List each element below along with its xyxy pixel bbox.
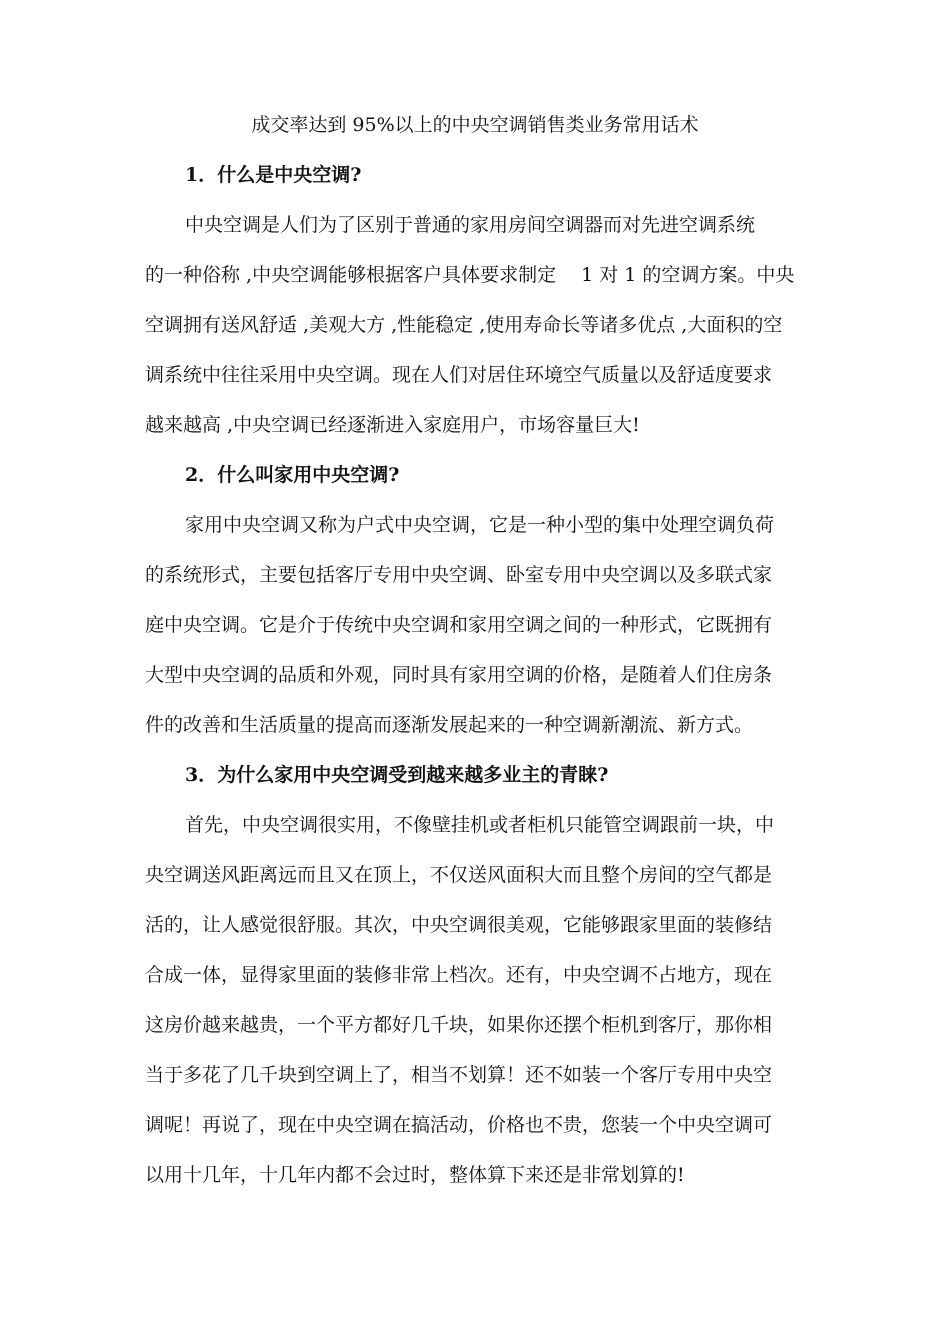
section-heading-1: 1．什么是中央空调? — [185, 164, 362, 186]
paragraph-line: 首先，中央空调很实用，不像壁挂机或者柜机只能管空调跟前一块，中 — [185, 814, 775, 836]
paragraph-line: 央空调送风距离远而且又在顶上，不仅送风面积大而且整个房间的空气都是 — [145, 864, 773, 886]
document-title: 成交率达到 95%以上的中央空调销售类业务常用话术 — [251, 114, 699, 136]
paragraph-line: 以用十几年，十几年内都不会过时，整体算下来还是非常划算的! — [145, 1164, 685, 1186]
paragraph-line: 件的改善和生活质量的提高而逐渐发展起来的一种空调新潮流、新方式。 — [145, 714, 754, 736]
paragraph-line: 合成一体，显得家里面的装修非常上档次。还有，中央空调不占地方，现在 — [145, 964, 773, 986]
paragraph-line: 这房价越来越贵，一个平方都好几千块，如果你还摆个柜机到客厅，那你相 — [145, 1014, 773, 1036]
section-heading-3: 3．为什么家用中央空调受到越来越多业主的青睐? — [185, 764, 609, 786]
paragraph-line: 调呢！再说了，现在中央空调在搞活动，价格也不贵，您装一个中央空调可 — [145, 1114, 773, 1136]
paragraph-line: 当于多花了几千块到空调上了，相当不划算！还不如装一个客厅专用中央空 — [145, 1064, 773, 1086]
paragraph-line: 中央空调是人们为了区别于普通的家用房间空调器而对先进空调系统 — [185, 214, 756, 236]
paragraph-line: 越来越高 ,中央空调已经逐渐进入家庭用户，市场容量巨大! — [145, 414, 640, 436]
paragraph-line: 大型中央空调的品质和外观，同时具有家用空调的价格，是随着人们住房条 — [145, 664, 773, 686]
paragraph-line: 的一种俗称 ,中央空调能够根据客户具体要求制定 1 对 1 的空调方案。中央 — [145, 264, 795, 286]
paragraph-line: 的系统形式，主要包括客厅专用中央空调、卧室专用中央空调以及多联式家 — [145, 564, 773, 586]
paragraph-line: 调系统中往往采用中央空调。现在人们对居住环境空气质量以及舒适度要求 — [145, 364, 773, 386]
section-heading-2: 2．什么叫家用中央空调? — [185, 464, 400, 486]
paragraph-line: 空调拥有送风舒适 ,美观大方 ,性能稳定 ,使用寿命长等诸多优点 ,大面积的空 — [145, 314, 783, 336]
paragraph-line: 家用中央空调又称为户式中央空调，它是一种小型的集中处理空调负荷 — [185, 514, 775, 536]
paragraph-line: 活的，让人感觉很舒服。其次，中央空调很美观，它能够跟家里面的装修结 — [145, 914, 773, 936]
paragraph-line: 庭中央空调。它是介于传统中央空调和家用空调之间的一种形式，它既拥有 — [145, 614, 773, 636]
